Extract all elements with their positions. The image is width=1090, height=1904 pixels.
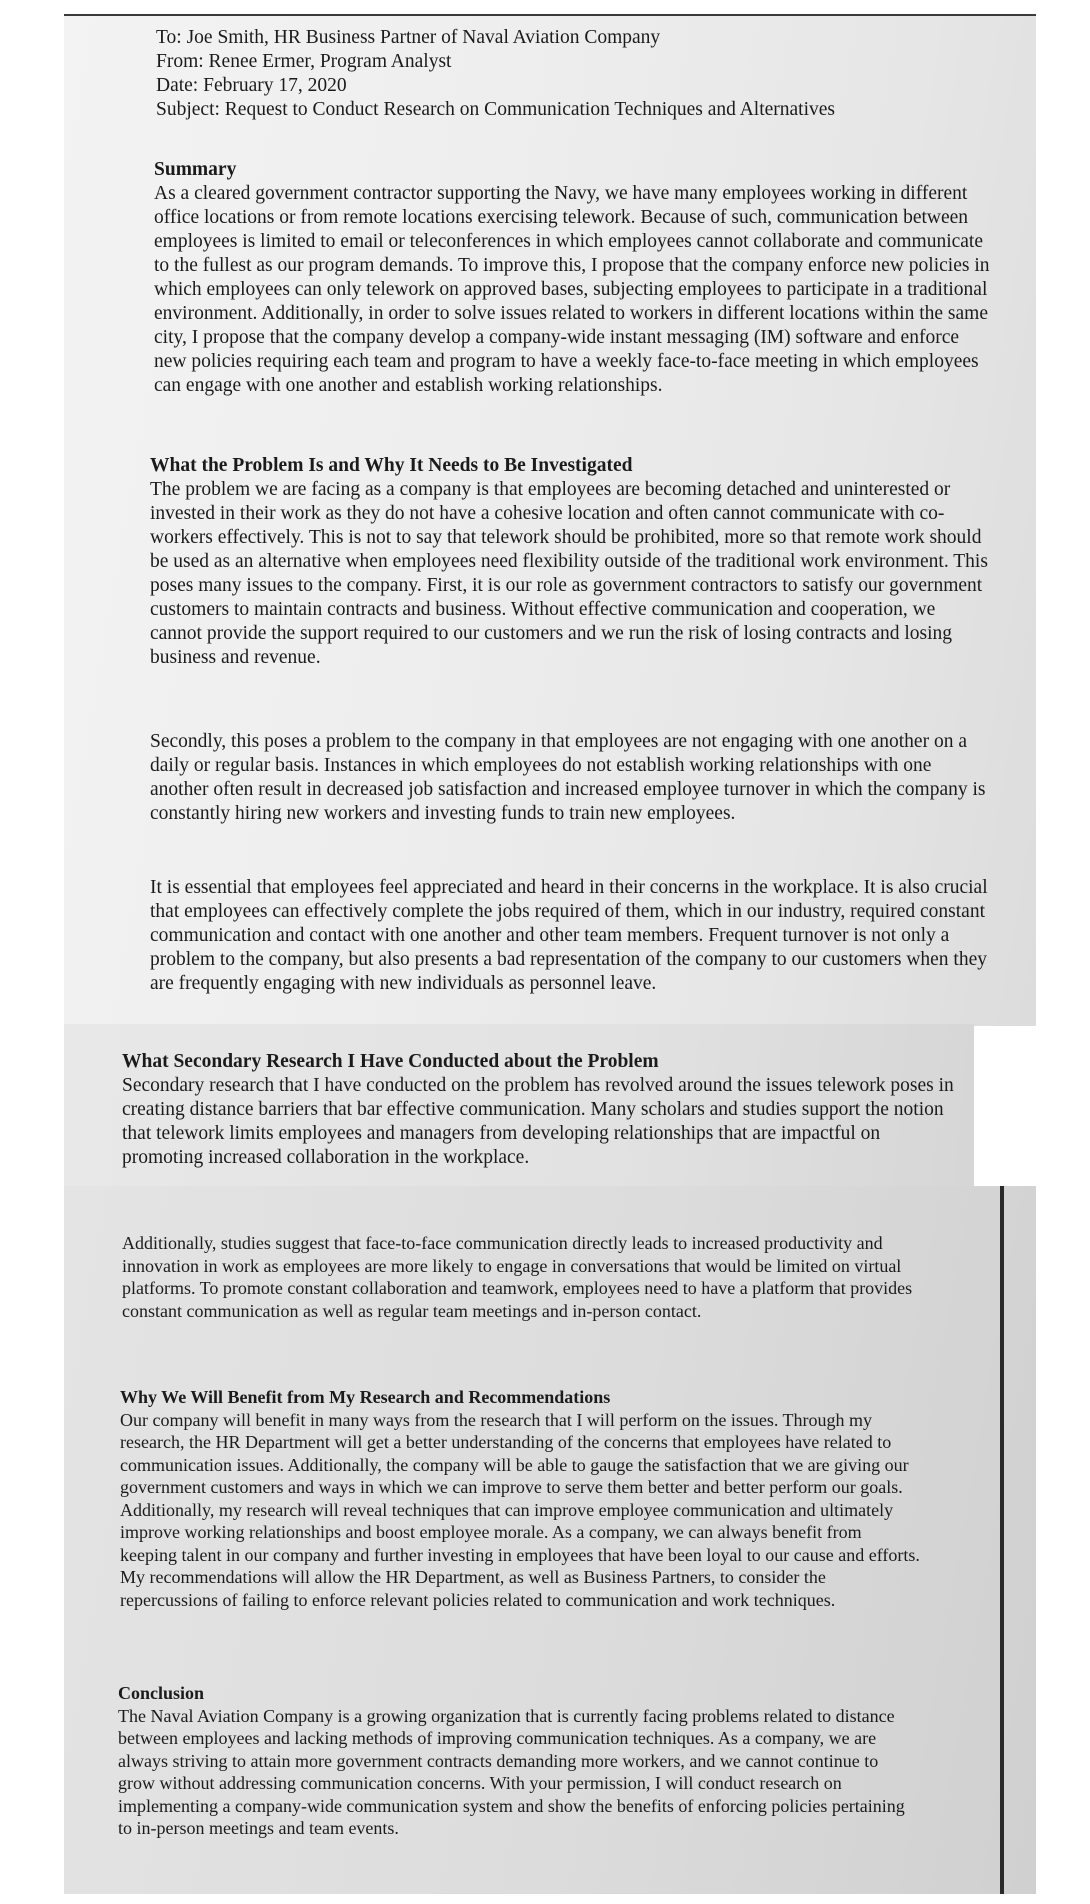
problem-paragraph-3-block (150, 876, 990, 996)
problem-paragraph-2-block (150, 730, 990, 826)
research-paragraph-2-block (122, 1232, 922, 1322)
problem-paragraph-2: Secondly, this poses a problem to the company in that employees are not engaging with one another on a daily or regular basis. Instances in which employees do not establish working relationships with one another often result in decreased job satisfaction and increased employee turnover in which the company is constantly hiring new workers and investing funds to train new employees. (150, 731, 986, 824)
problem-paragraph-1: The problem we are facing as a company is that employees are becoming detached and uninterested or invested in their work as they do not have a cohesive location and often cannot communicate with co-workers effectively. This is not to say that telework should be prohibited, more so that remote work should be used as an alternative when employees need flexibility outside of the traditional work environment. This poses many issues to the company. First, it is our role as government contractors to satisfy our government customers to maintain contracts and business. Without effective communication and cooperation, we cannot provide the support required to our customers and we run the risk of losing contracts and losing business and revenue. (150, 479, 988, 668)
problem-heading: What the Problem Is and Why It Needs to Be Investigated (150, 455, 633, 476)
conclusion-heading: Conclusion (118, 1683, 205, 1703)
research-heading: What Secondary Research I Have Conducted about the Problem (122, 1051, 659, 1072)
memo-header (156, 26, 996, 122)
benefit-heading: Why We Will Benefit from My Research and Recommendations (120, 1387, 611, 1407)
summary-body: As a cleared government contractor supporting the Navy, we have many employees working in different office locations or from remote locations exercising telework. Because of such, communication between employees is limited to email or teleconferences in which employees cannot collaborate and communicate to the fullest as our program demands. To improve this, I propose that the company enforce new policies in which employees can only telework on approved bases, subjecting employees to participate in a traditional environment. Additionally, in order to solve issues related to workers in different locations within the same city, I propose that the company develop a company-wide instant messaging (IM) software and enforce new policies requiring each team and program to have a weekly face-to-face meeting in which employees can engage with one another and establish working relationships. (154, 183, 990, 396)
memo-from: From: Renee Ermer, Program Analyst (156, 51, 452, 72)
research-paragraph-1: Secondary research that I have conducted on the problem has revolved around the issues telework poses in creating distance barriers that bar effective communication. Many scholars and studies support the notion that telework limits employees and managers from developing relationships that are impactful on promoting increased collaboration in the workplace. (122, 1075, 954, 1168)
research-paragraph-2: Additionally, studies suggest that face-to-face communication directly leads to increased productivity and innovation in work as employees are more likely to engage in conversations that would be limited on virtual platforms. To promote constant collaboration and teamwork, employees need to have a platform that provides constant communication as well as regular team meetings and in-person contact. (122, 1233, 913, 1321)
benefit-body: Our company will benefit in many ways from the research that I will perform on the issues. Through my research, the HR Department will get a better understanding of the concerns that employees have related to communication issues. Additionally, the company will be able to gauge the satisfaction that we are giving our government customers and ways in which we can improve to serve them better and better perform our goals. Additionally, my research will reveal techniques that can improve employee communication and ultimately improve working relationships and boost employee morale. As a company, we can always benefit from keeping talent in our company and further investing in employees that have been loyal to our cause and efforts. My recommendations will allow the HR Department, as well as Business Partners, to consider the repercussions of failing to enforce relevant policies related to communication and work techniques. (120, 1409, 920, 1610)
memo-to: To: Joe Smith, HR Business Partner of Naval Aviation Company (156, 27, 661, 48)
page-edge-shadow (1000, 1186, 1004, 1894)
summary-section (154, 158, 994, 398)
problem-paragraph-3: It is essential that employees feel appreciated and heard in their concerns in the workplace. It is also crucial that employees can effectively complete the jobs required of them, which in our industry, required constant communication and contact with one another and other team members. Frequent turnover is not only a problem to the company, but also presents a bad representation of the company to our customers when they are frequently engaging with new individuals as personnel leave. (150, 877, 988, 994)
research-section (122, 1050, 962, 1170)
problem-section (150, 454, 990, 670)
memo-date: Date: February 17, 2020 (156, 75, 347, 96)
memo-subject: Subject: Request to Conduct Research on Communication Techniques and Alternatives (156, 99, 836, 120)
conclusion-body: The Naval Aviation Company is a growing organization that is currently facing problems related to distance between employees and lacking methods of improving communication techniques. As a company, we are always striving to attain more government contracts demanding more workers, and we cannot continue to grow without addressing communication concerns. With your permission, I will conduct research on implementing a company-wide communication system and show the benefits of enforcing policies pertaining to in-person meetings and team events. (118, 1705, 905, 1838)
benefit-section (120, 1386, 920, 1611)
summary-heading: Summary (154, 159, 237, 180)
conclusion-section (118, 1682, 918, 1840)
